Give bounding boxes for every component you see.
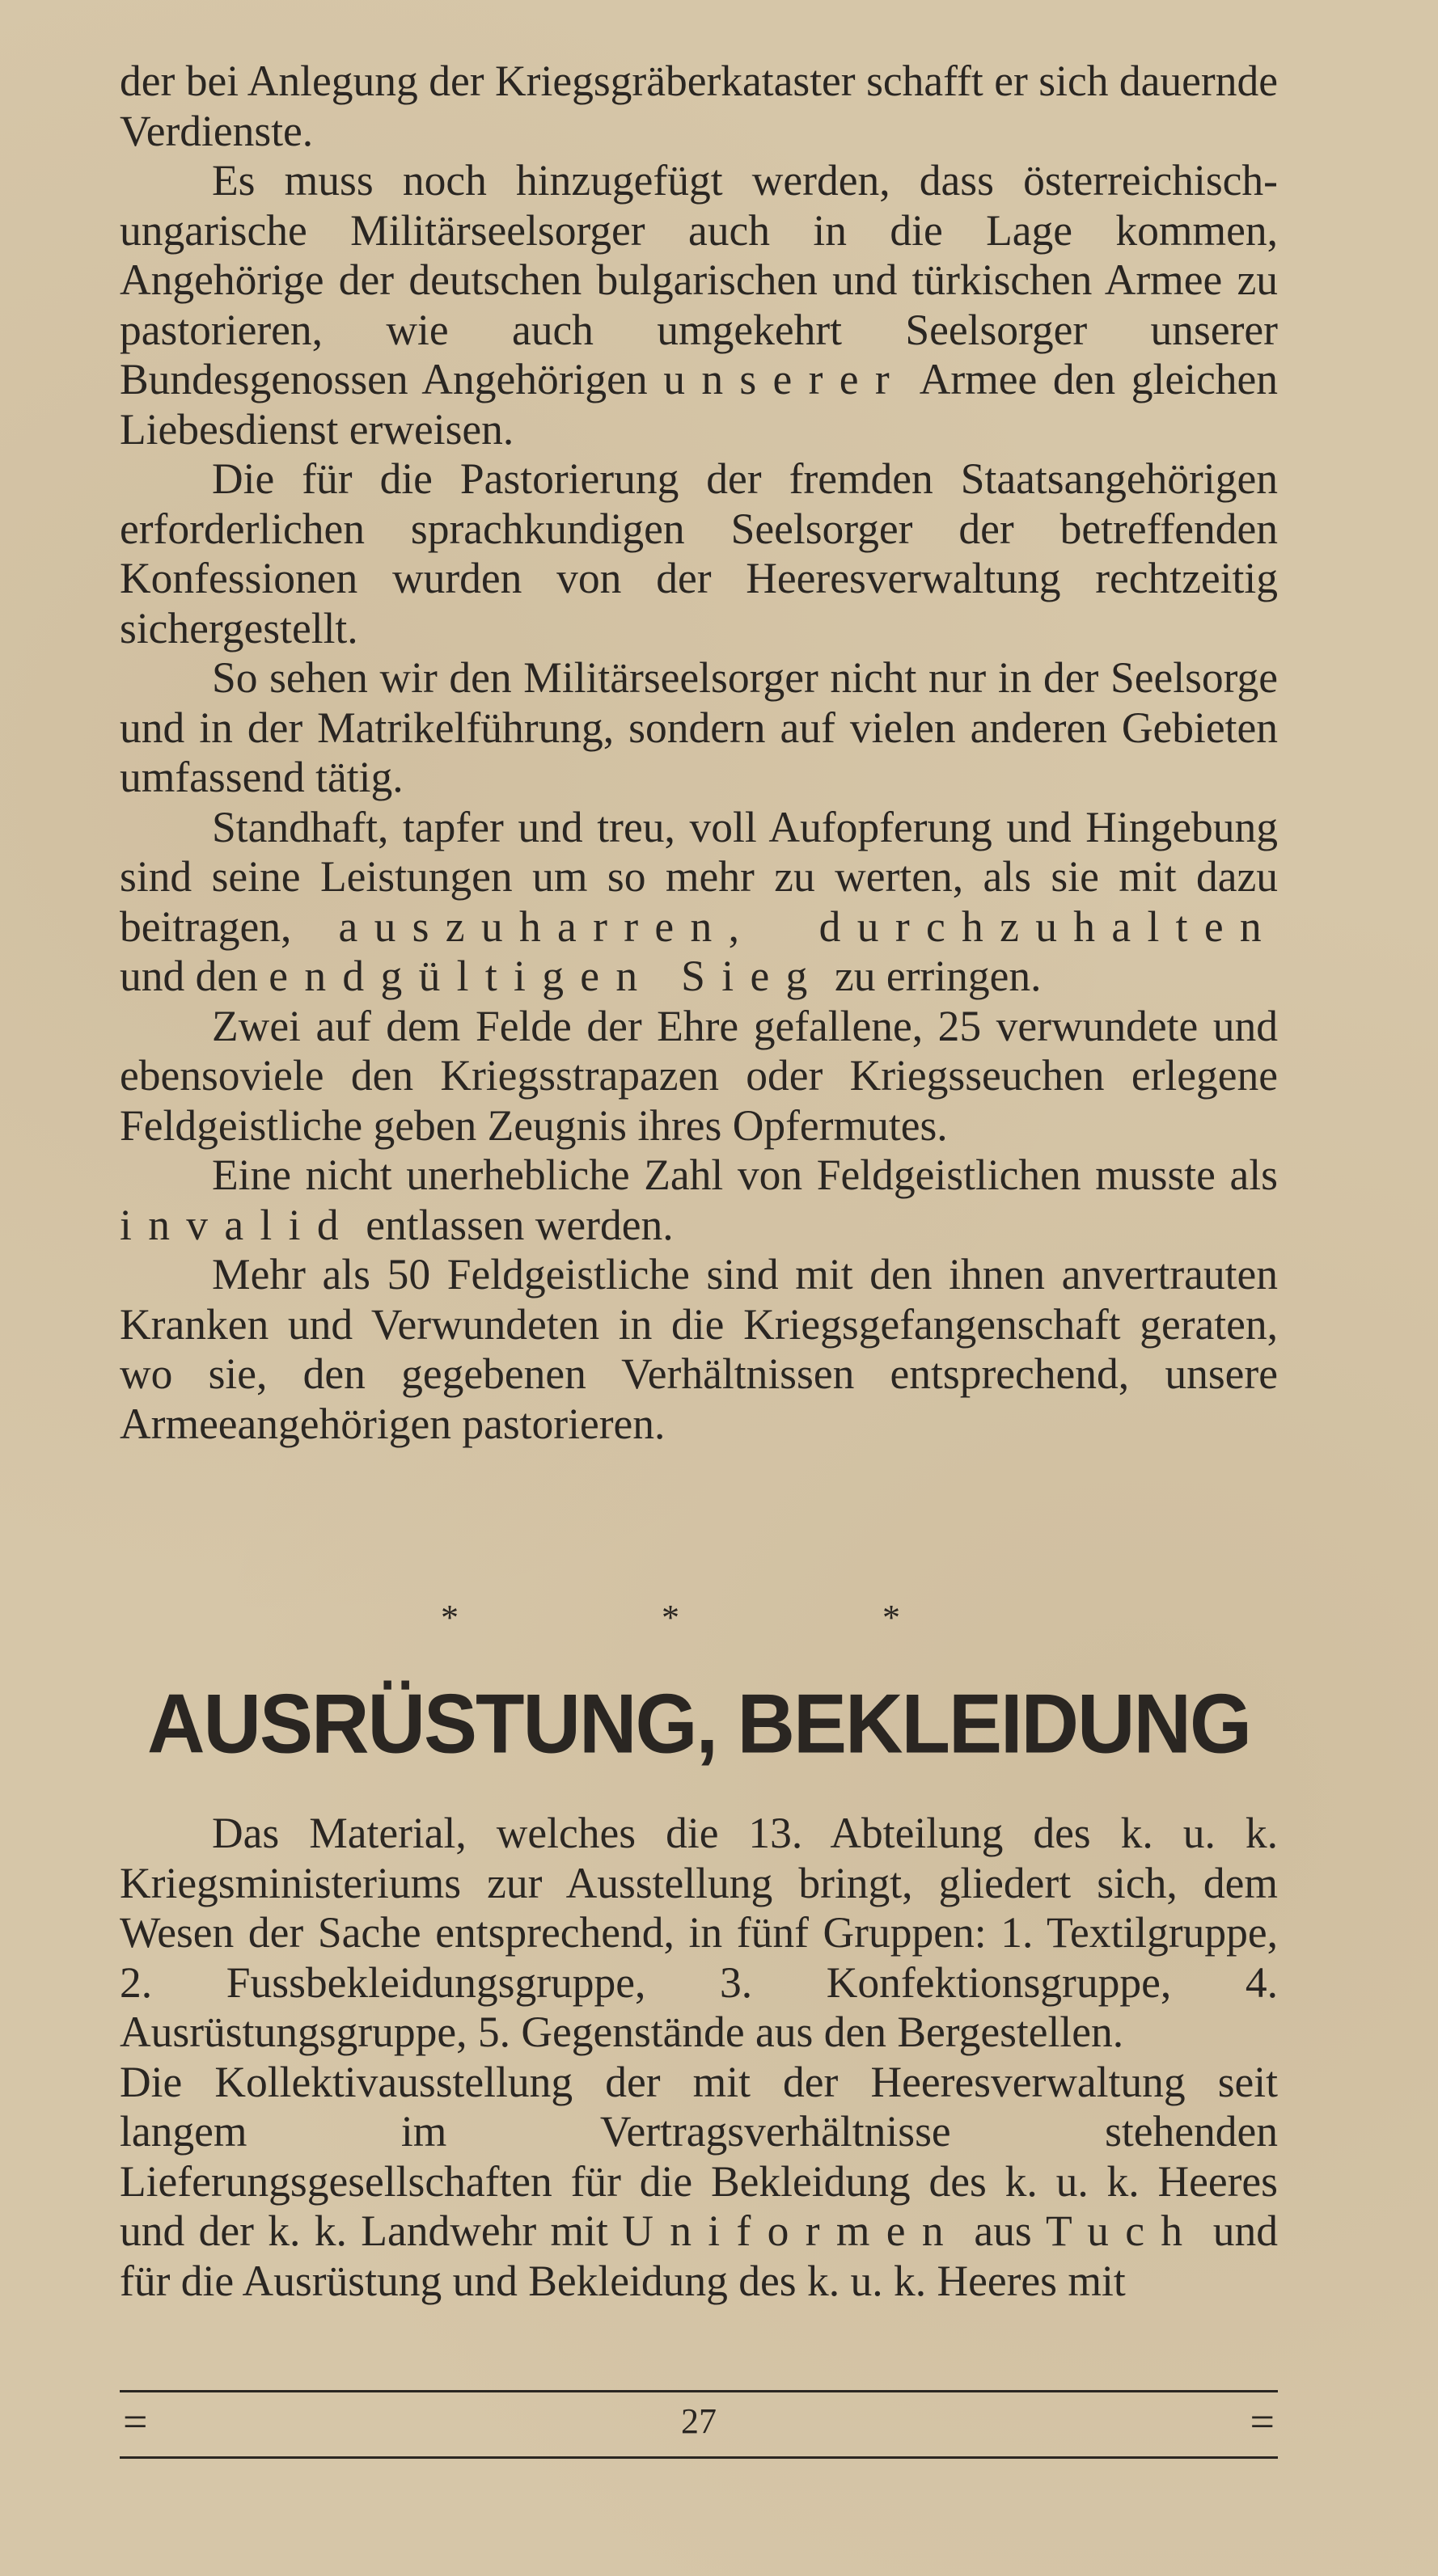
paragraph: Standhaft, tapfer und treu, voll Aufopferung und Hingebung sind seine Leistungen um so mehr zu werten, als sie mit dazu beitragen, auszuharren, durchzuhalten und den endgültigen Sieg zu erringen. [120, 802, 1278, 1000]
footer-rule-top [120, 2390, 1278, 2392]
paragraph: Mehr als 50 Feldgeistliche sind mit den ihnen anvertrauten Kranken und Verwundeten in die Kriegsgefangenschaft geraten, wo sie, den gegebenen Verhältnissen entsprechend, unsere Armeeangehörigen pastorieren. [120, 1250, 1278, 1448]
spaced-emphasis: invalid [120, 1200, 355, 1249]
footer-rule-bottom [120, 2456, 1278, 2459]
paragraph: Die Kollektivausstellung der mit der Heeresverwaltung seit langem im Vertragsverhältnisse stehenden Lieferungsgesellschaften für die Bekleidung des k. u. k. Heeres und der k. k. Landwehr mit Uniformen aus Tuch und für die Ausrüstung und Bekleidung des k. u. k. Heeres mit [120, 2057, 1279, 2305]
paragraph: Das Material, welches die 13. Abteilung des k. u. k. Kriegsministeriums zur Ausstellung bringt, gliedert sich, dem Wesen der Sache entsprechend, in fünf Gruppen: 1. Textilgruppe, 2. Fussbekleidungsgruppe, 3. Konfektionsgruppe, 4. Ausrüstungsgruppe, 5. Gegenstände aus den Bergestellen. [120, 1809, 1278, 2056]
spaced-emphasis: unserer [663, 355, 907, 403]
spaced-emphasis: Tuch [1046, 2206, 1199, 2255]
footer-ornament-left: = [123, 2397, 148, 2446]
spaced-emphasis: endgültigen Sieg [269, 952, 824, 1000]
paragraph: Es muss noch hinzugefügt werden, dass österreichisch-ungarische Militärseelsorger auch in die Lage kommen, Angehörige der deutschen bulgarischen und türkischen Armee zu pastorieren, wie auch umgekehrt Seelsorger unserer Bundesgenossen Angehörigen unserer Armee den gleichen Liebesdienst erweisen. [120, 156, 1278, 454]
paragraph: Die für die Pastorierung der fremden Staatsangehörigen erforderlichen sprachkundigen Seelsorger der betreffenden Konfessionen wurden von der Heeresverwaltung rechtzeitig sichergestellt. [120, 454, 1278, 652]
footer-ornament-right: = [1250, 2397, 1275, 2446]
spaced-emphasis: Uniformen [622, 2206, 960, 2255]
paragraph: Eine nicht unerhebliche Zahl von Feldgeistlichen musste als invalid entlassen werden. [120, 1151, 1278, 1249]
paragraph: der bei Anlegung der Kriegsgräberkataster schafft er sich dauernde Verdienste. [120, 57, 1278, 155]
body-text-bottom [120, 1809, 1278, 2306]
section-separator: * * * [441, 1598, 997, 1637]
paragraph: Zwei auf dem Felde der Ehre gefallene, 25 verwundete und ebensoviele den Kriegsstrapazen oder Kriegsseuchen erlegene Feldgeistliche geben Zeugnis ihres Opfermutes. [120, 1001, 1278, 1150]
body-text-top [120, 57, 1278, 1449]
section-heading: AUSRÜSTUNG, BEKLEIDUNG [146, 1676, 1251, 1771]
page-footer [120, 2397, 1278, 2453]
page-number: 27 [681, 2401, 717, 2441]
paragraph: So sehen wir den Militärseelsorger nicht nur in der Seelsorge und in der Matrikelführung, sondern auf vielen anderen Gebieten umfassend tätig. [120, 653, 1278, 801]
spaced-emphasis: auszuharren, durchzuhalten [338, 902, 1278, 951]
